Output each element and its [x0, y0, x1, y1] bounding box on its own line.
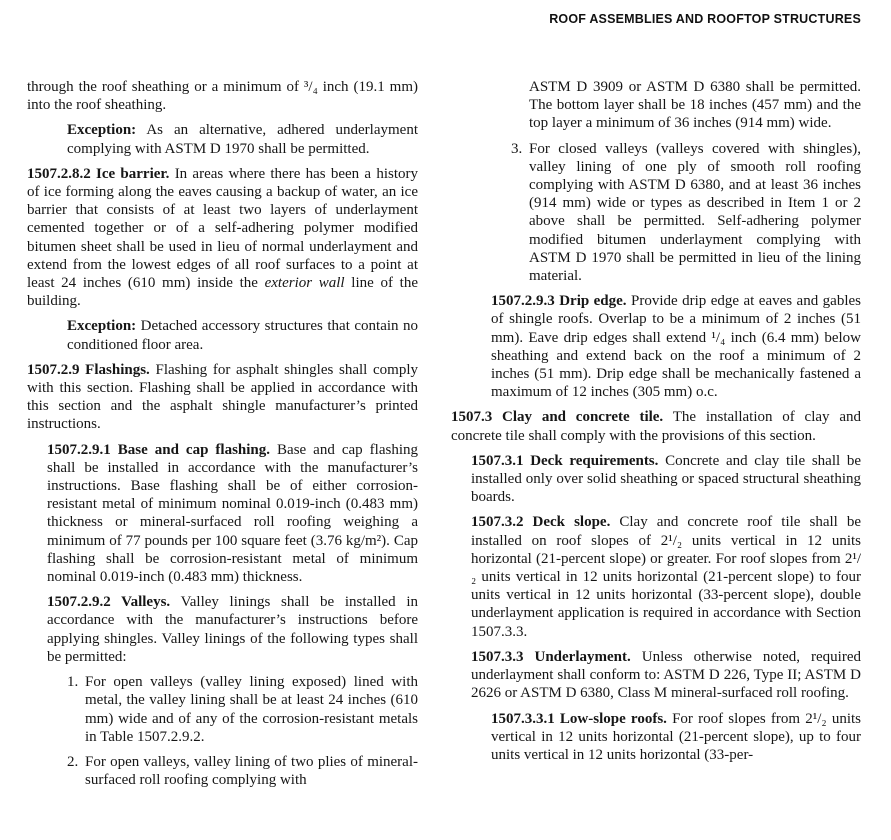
section-low-slope-roofs [491, 710, 861, 765]
section-heading: 1507.2.9 Flashings. [27, 361, 150, 378]
section-deck-requirements [471, 452, 861, 507]
section-text: Flashing for asphalt shingles shall comply with this section. Flashing shall be applied in accordance with this section and the asphalt shingle manufacturer’s printed instructions. [27, 361, 419, 433]
section-text: Unless otherwise noted, required underlayment shall conform to: ASTM D 226, Type II; ASTM D 2626 or ASTM D 6380, Class M mineral-surfaced roll roofing. [471, 648, 861, 702]
exception-text: As an alternative, adhered underlayment complying with ASTM D 1970 shall be permitted. [67, 122, 418, 157]
section-text: Concrete and clay tile shall be installed only over solid sheathing or spaced structural sheathing boards. [471, 452, 862, 506]
list-number: 1. [67, 674, 79, 691]
section-heading: 1507.2.9.3 Drip edge. [491, 293, 627, 310]
section-underlayment [471, 648, 861, 703]
section-clay-concrete-tile [451, 408, 861, 444]
exception-label: Exception: [67, 122, 137, 139]
list-item [67, 673, 418, 746]
exception-paragraph [67, 121, 418, 157]
list-item [67, 753, 418, 789]
list-number: 2. [67, 753, 79, 770]
defined-term: exterior wall [264, 275, 345, 292]
section-text: Base and cap flashing shall be installed in accordance with the manufacturer’s instructions. Base flashing shall be of either corrosion-resistant metal of minimum nominal 0.019-inch (0.483 mm) thickness or mineral-surfaced roll roofing weighing a minimum of 77 pounds per 100 square feet (3.76 kg/m²). Cap flashing shall be corrosion-resistant metal of minimum nominal 0.019-inch (0.483 mm) thickness. [47, 441, 418, 586]
exception-label: Exception: [67, 318, 137, 335]
list-continuation: ASTM D 3909 or ASTM D 6380 shall be permitted. The bottom layer shall be 18 inches (457 mm) and the top layer a minimum of 36 inches (914 mm) wide. [529, 79, 861, 132]
section-text: Valley linings shall be installed in accordance with the manufacturer’s instructions before applying shingles. Valley linings of the following types shall be permitted: [47, 594, 419, 665]
list-text: For open valleys, valley lining of two plies of mineral-surfaced roll roofing complying with [85, 753, 418, 789]
section-deck-slope [471, 513, 861, 640]
running-header: ROOF ASSEMBLIES AND ROOFTOP STRUCTURES [549, 12, 861, 26]
section-heading: 1507.3 Clay and concrete tile. [451, 409, 664, 426]
section-heading: 1507.3.3 Underlayment. [471, 648, 631, 665]
section-text: Provide drip edge at eaves and gables of shingle roofs. Overlap to be a minimum of 2 inches (51 mm). Eave drip edges shall extend ¹/₄ inch (6.4 mm) below sheathing and extend back on the roof a minimum of 2 inches (51 mm). Drip edge shall be mechanically fastened a maximum of 12 inches (305 mm) o.c. [491, 293, 861, 401]
section-heading: 1507.2.9.2 Valleys. [47, 594, 171, 611]
section-ice-barrier [27, 165, 418, 311]
section-heading: 1507.3.2 Deck slope. [471, 514, 611, 531]
section-text: In areas where there has been a history of ice forming along the eaves causing a backup of water, an ice barrier that consists of at least two layers of underlayment cemented together or of a self-adhering polymer modified bitumen sheet shall be used in lieu of normal underlayment and extend from the lowest edges of all roof surfaces to a point at least 24 inches (610 mm) inside the [27, 165, 419, 292]
list-text: For open valleys (valley lining exposed) lined with metal, the valley lining shall be at least 24 inches (610 mm) wide and of any of the corrosion-resistant metals in Table 1507.2.9.2. [85, 674, 418, 745]
right-column [451, 78, 861, 764]
list-number: 3. [511, 140, 523, 157]
list-text: For closed valleys (valleys covered with shingles), valley lining of one ply of smooth roll roofing complying with ASTM D 6380, and at least 36 inches (914 mm) wide or types as described in Item 1 or 2 above shall be permitted. Self-adhering polymer modified bitumen underlayment complying with ASTM D 1970 shall be permitted in lieu of the lining material. [529, 140, 861, 285]
section-heading: 1507.3.3.1 Low-slope roofs. [491, 710, 667, 727]
section-text: For roof slopes from 2¹/₂ units vertical in 12 units horizontal (21-percent slope), up to four units vertical in 12 units horizontal (33-per- [491, 710, 861, 763]
section-base-cap-flashing [47, 441, 418, 587]
exception-text: Detached accessory structures that contain no conditioned floor area. [67, 318, 419, 353]
left-column [27, 78, 418, 789]
list-item [511, 140, 861, 286]
section-text: The installation of clay and concrete tile shall comply with the provisions of this section. [451, 409, 861, 444]
continuation-paragraph: through the roof sheathing or a minimum of ³/₄ inch (19.1 mm) into the roof sheathing. [27, 79, 418, 114]
exception-paragraph [67, 317, 418, 353]
section-valleys [47, 593, 418, 666]
section-text: Clay and concrete roof tile shall be installed on roof slopes of 2¹/₂ units vertical in 12 units horizontal (21-percent slope) or greater. For roof slopes from 2¹/₂ units vertical in 12 units horizontal (21-percent slope) to four units vertical in 12 units horizontal (33-percent slope), double underlayment application is required in accordance with Section 1507.3.3. [471, 514, 862, 640]
section-heading: 1507.2.9.1 Base and cap flashing. [47, 441, 271, 458]
section-text: line of the building. [27, 275, 418, 310]
section-heading: 1507.3.1 Deck requirements. [471, 452, 659, 469]
section-flashings [27, 361, 418, 434]
section-drip-edge [491, 292, 861, 401]
section-heading: 1507.2.8.2 Ice barrier. [27, 165, 170, 182]
